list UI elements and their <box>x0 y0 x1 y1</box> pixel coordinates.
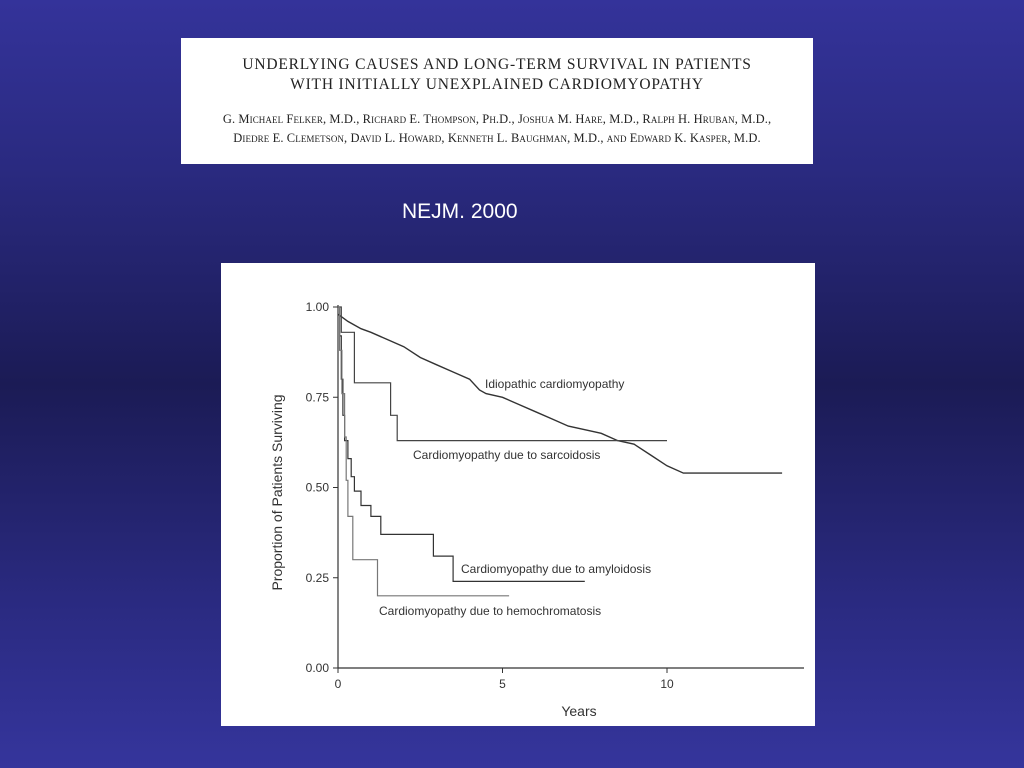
y-tick-label: 0.00 <box>305 661 329 675</box>
x-tick-label: 0 <box>334 677 342 691</box>
paper-title-line-1: UNDERLYING CAUSES AND LONG-TERM SURVIVAL IN PATIENTS <box>242 56 752 73</box>
paper-authors-line-1: G. Michael Felker, M.D., Richard E. Thompson, Ph.D., Joshua M. Hare, M.D., Ralph H. Hruban, M.D., <box>222 112 772 126</box>
paper-title <box>181 55 813 95</box>
y-axis-title: Proportion of Patients Surviving <box>269 394 285 591</box>
paper-authors-line-2: Diedre E. Clemetson, David L. Howard, Kenneth L. Baughman, M.D., and Edward K. Kasper, M.D. <box>233 131 761 145</box>
y-tick-label: 0.25 <box>305 570 329 585</box>
series-label-sarcoidosis: Cardiomyopathy due to sarcoidosis <box>413 448 601 462</box>
series-label-hemochromatosis: Cardiomyopathy due to hemochromatosis <box>379 604 602 618</box>
paper-title-line-2: WITH INITIALLY UNEXPLAINED CARDIOMYOPATHY <box>290 76 704 93</box>
survival-chart <box>221 263 815 726</box>
paper-header-image <box>181 38 813 164</box>
x-axis-title: Years <box>561 703 597 719</box>
series-label-amyloidosis: Cardiomyopathy due to amyloidosis <box>461 562 652 576</box>
series-label-idiopathic: Idiopathic cardiomyopathy <box>485 377 625 391</box>
x-tick-label: 10 <box>660 677 674 691</box>
y-tick-label: 0.75 <box>305 390 329 405</box>
x-tick-label: 5 <box>499 677 506 691</box>
y-tick-label: 1.00 <box>305 300 329 314</box>
series-line-amyloidosis <box>338 307 585 581</box>
citation-text: NEJM. 2000 <box>402 200 518 223</box>
series-line-sarcoidosis <box>338 307 667 441</box>
y-tick-label: 0.50 <box>305 480 329 495</box>
survival-chart-panel <box>221 263 815 726</box>
